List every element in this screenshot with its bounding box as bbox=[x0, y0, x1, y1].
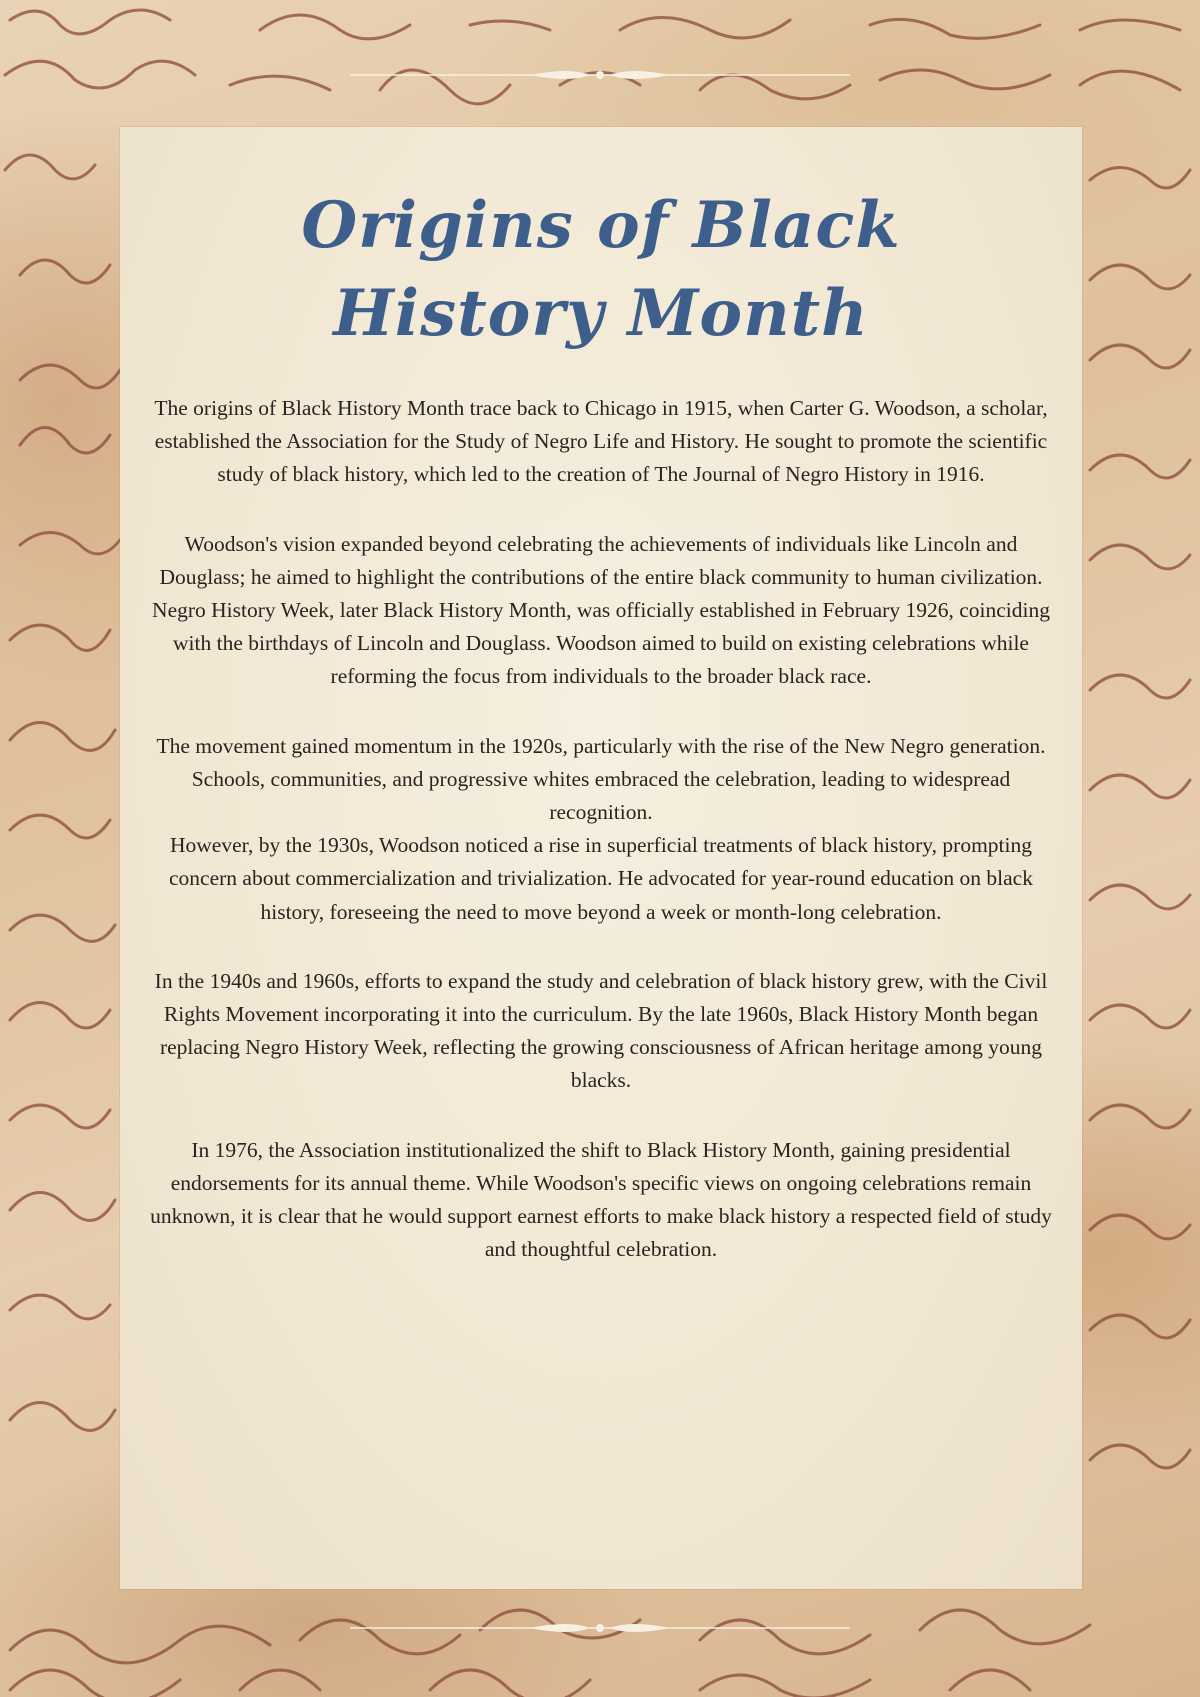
bottom-divider-ornament bbox=[350, 1616, 850, 1640]
top-divider-ornament bbox=[350, 63, 850, 87]
paragraph-5: However, by the 1930s, Woodson noticed a rise in superficial treatments of black history, prompting concern about commercialization and trivialization. He advocated for year-round education on black history, foreseeing the need to move beyond a week or month-long celebration. bbox=[169, 833, 1033, 924]
paragraph-4: The movement gained momentum in the 1920s, particularly with the rise of the New Negro generation. Schools, communities, and progressive whites embraced the celebration, leading to widespread recognition. bbox=[156, 733, 1046, 825]
paragraph-2: Woodson's vision expanded beyond celebrating the achievements of individuals like Lincoln and Douglass; he aimed to highlight the contributions of the entire black community to human civilization. bbox=[159, 531, 1043, 589]
article-body bbox=[145, 392, 1057, 1266]
paragraph-7: In 1976, the Association institutionalized the shift to Black History Month, gaining presidential endorsements for its annual theme. While Woodson's specific views on ongoing celebrations remain unknown, it is clear that he would support earnest efforts to make black history a respected field of study and thoughtful celebration. bbox=[150, 1137, 1052, 1262]
content-panel bbox=[120, 127, 1082, 1589]
paragraph-6: In the 1940s and 1960s, efforts to expand the study and celebration of black history grew, with the Civil Rights Movement incorporating it into the curriculum. By the late 1960s, Black History Month began replacing Negro History Week, reflecting the growing consciousness of African heritage among young blacks. bbox=[154, 968, 1048, 1093]
paragraph-3: Negro History Week, later Black History Month, was officially established in February 1926, coinciding with the birthdays of Lincoln and Douglass. Woodson aimed to build on existing celebrations while reforming the focus from individuals to the broader black race. bbox=[152, 598, 1050, 689]
page-title: Origins of Black History Month bbox=[301, 188, 901, 351]
paragraph-1: The origins of Black History Month trace back to Chicago in 1915, when Carter G. Woodson, a scholar, established the Association for the Study of Negro Life and History. He sought to promote the scientific study of black history, which led to the creation of The Journal of Negro History in 1916. bbox=[154, 396, 1048, 487]
